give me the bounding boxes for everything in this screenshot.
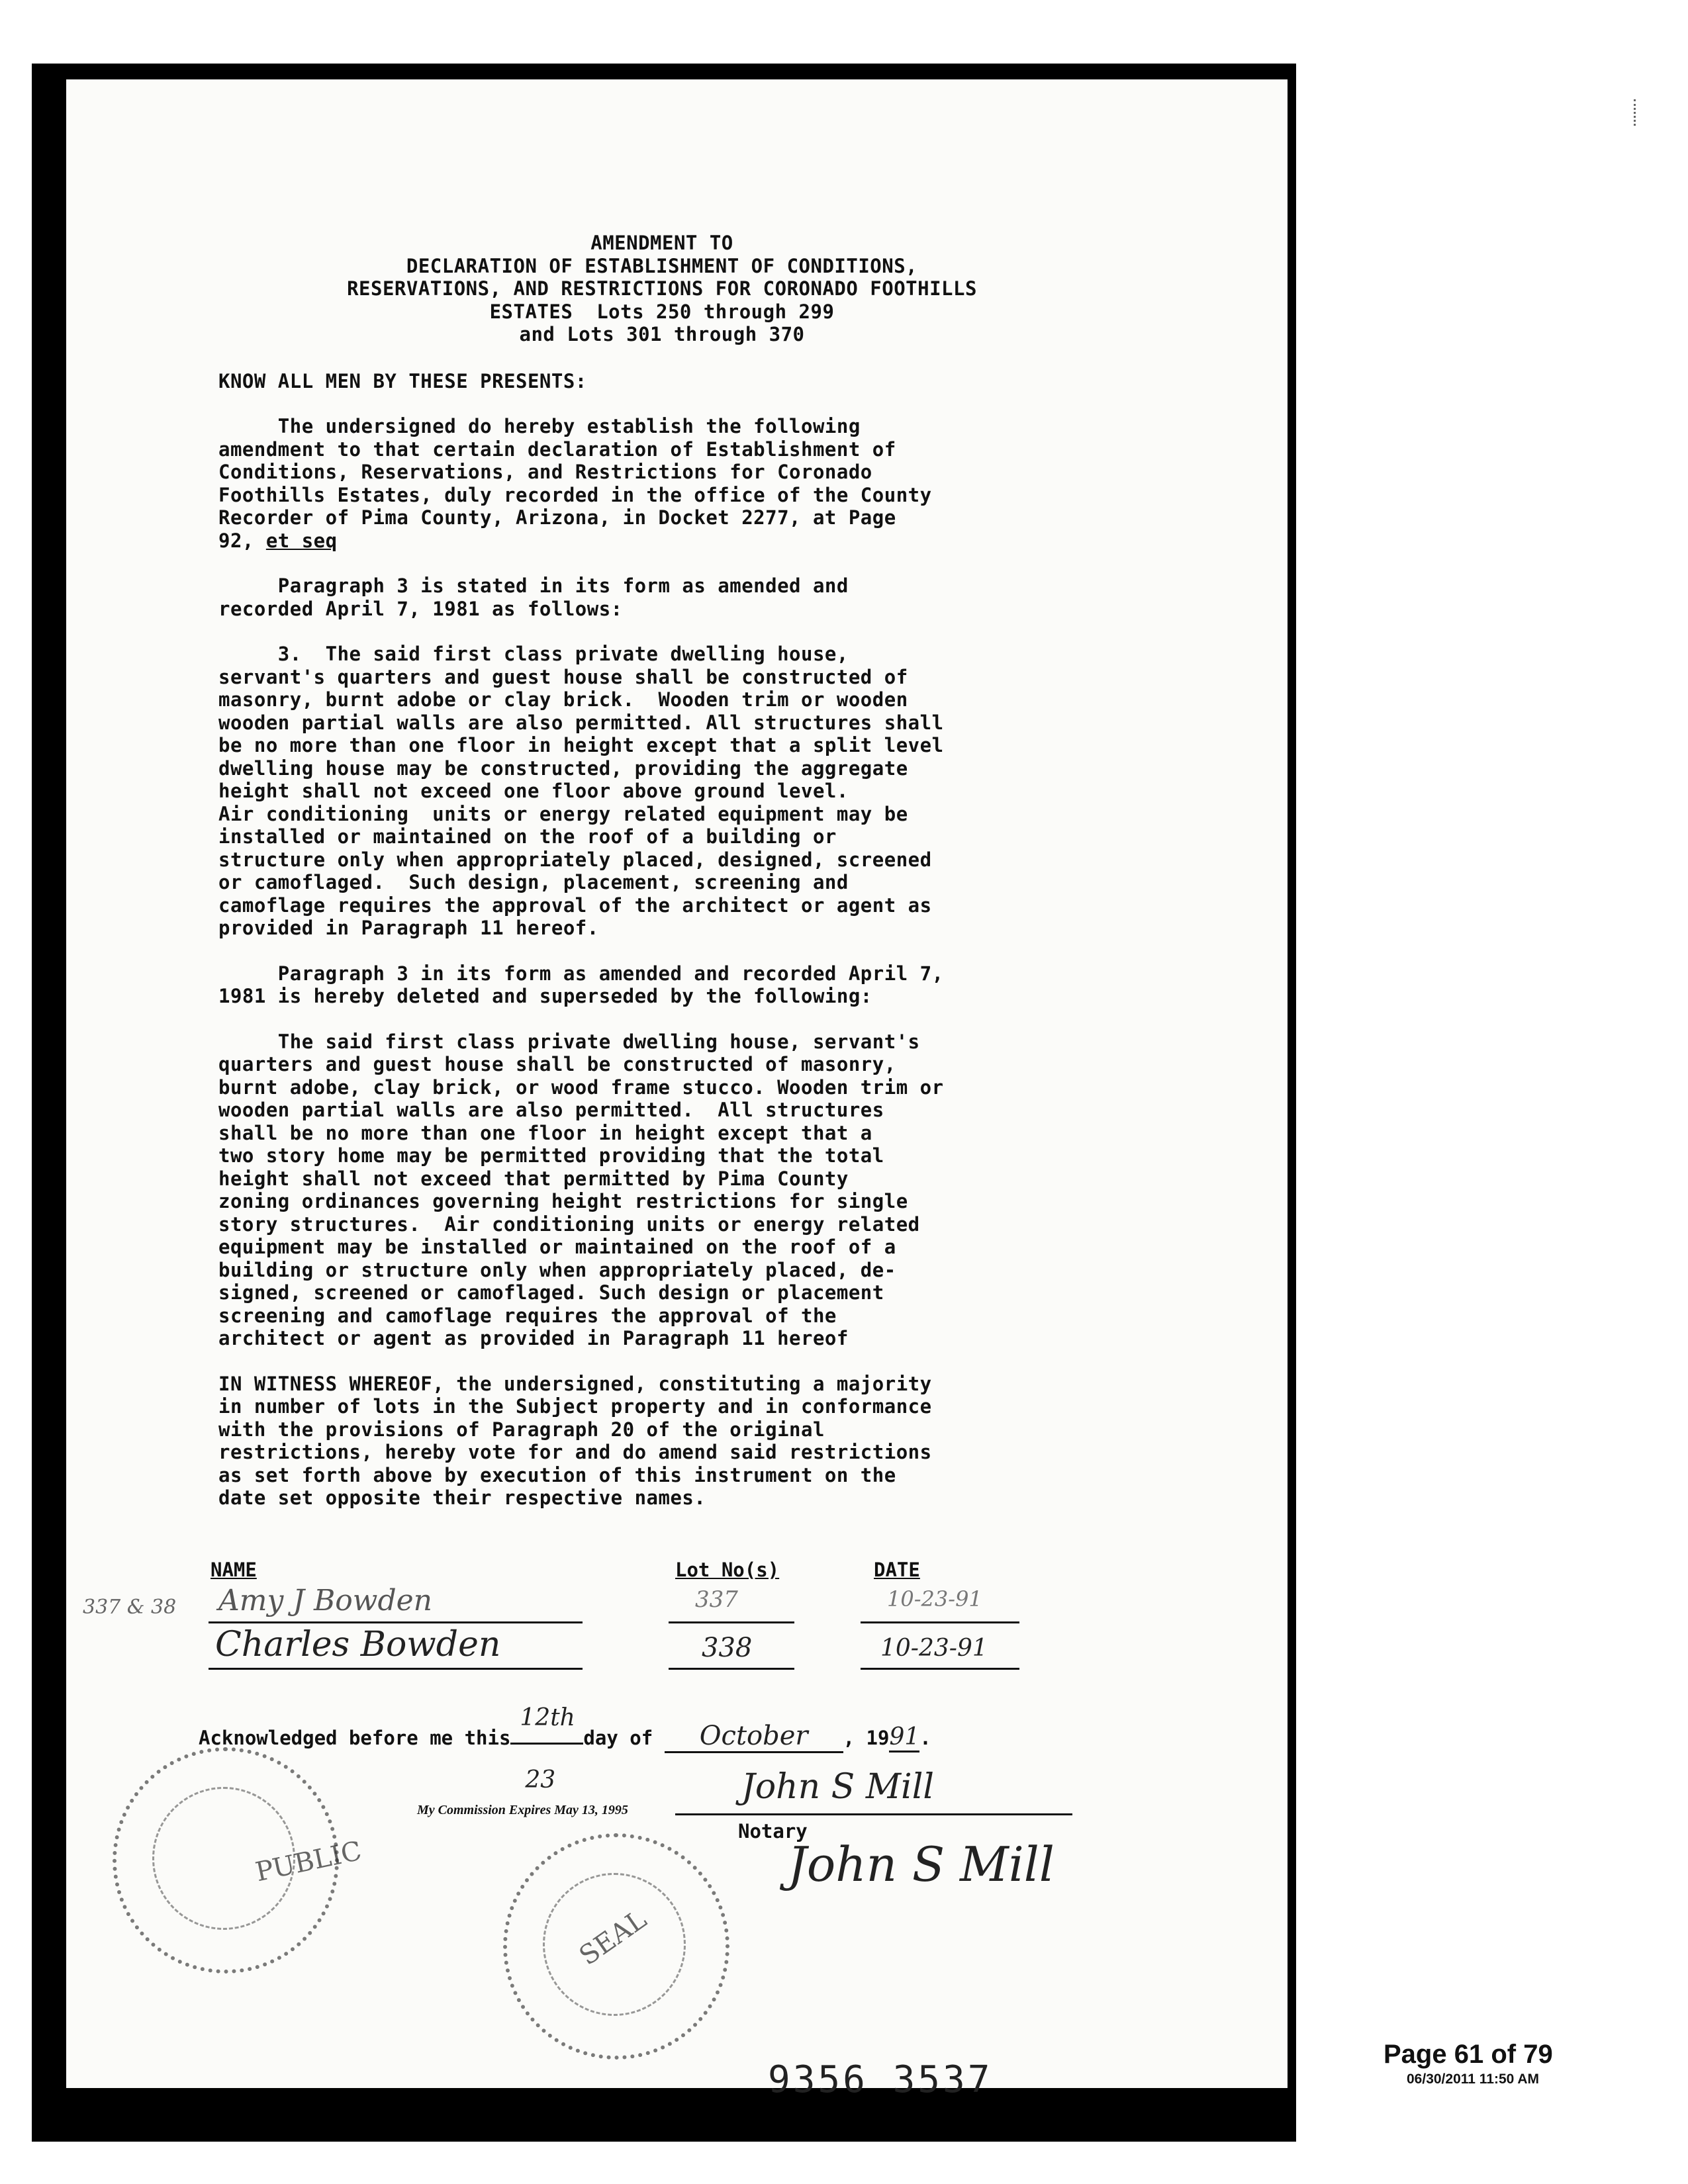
text-line: signed, screened or camoflaged. Such design or placement [218,1281,884,1304]
docket-page-number: 9356 3537 [768,2058,993,2101]
signature-row2-name: Charles Bowden [215,1625,501,1664]
text-line: quarters and guest house shall be constructed of masonry, [218,1053,896,1075]
scan-edge-mark [1634,99,1638,126]
notary-label: Notary [738,1820,808,1843]
signature-line [669,1668,794,1670]
text-line: Conditions, Reservations, and Restrictions for Coronado [218,461,872,483]
text-line: Recorder of Pima County, Arizona, in Docket 2277, at Page [218,506,896,529]
title-line: ESTATES Lots 250 through 299 [489,300,835,323]
paragraph-new-3 [218,1030,1145,1350]
text-line: camoflage requires the approval of the architect or agent as [218,893,932,917]
notary-signature-line [675,1813,1072,1815]
know-all-heading: KNOW ALL MEN BY THESE PRESENTS: [218,369,587,392]
column-header-lot: Lot No(s) [675,1559,780,1581]
title-line: RESERVATIONS, AND RESTRICTIONS FOR CORONADO FOOTHILLS [347,277,977,300]
text-line: or camoflaged. Such design, placement, screening and [218,871,849,893]
text-line: Air conditioning units or energy related equipment may be [218,802,908,825]
signature-row1-name: Amy J Bowden [218,1584,432,1617]
text-line [218,529,1145,553]
text-fragment: 92, [218,529,266,552]
text-line: Paragraph 3 in its form as amended and recorded April 7, [218,962,944,985]
document-body [218,232,1145,1510]
text-line: wooden partial walls are also permitted. All structures shall [218,711,944,734]
text-line: provided in Paragraph 11 hereof. [218,917,599,939]
text-line: amendment to that certain declaration of Establishment of [218,437,896,461]
text-line: date set opposite their respective names. [218,1486,706,1509]
paragraph-witness [218,1373,1145,1510]
text-line: The undersigned do hereby establish the following [218,415,861,437]
text-line: building or structure only when appropriately placed, de- [218,1258,896,1281]
underlined-text: et seq [265,529,338,552]
ack-day-field [510,1704,583,1794]
ack-year: 91 [889,1723,919,1752]
text-line: with the provisions of Paragraph 20 of the original [218,1418,825,1441]
paragraph-deleted [218,962,1145,1008]
seal-text: SEAL [573,1904,653,1972]
ack-month: October [699,1721,808,1751]
title-line: and Lots 301 through 370 [519,323,805,345]
text-line: as set forth above by execution of this instrument on the [218,1463,896,1486]
text-line: IN WITNESS WHEREOF, the undersigned, constituting a majority [218,1372,932,1395]
signature-row1-date: 10-23-91 [887,1586,982,1612]
column-header-name: NAME [211,1559,257,1581]
text-line: The said first class private dwelling house, servant's [218,1030,920,1053]
title-line: AMENDMENT TO [590,232,733,254]
text-line: height shall not exceed that permitted by Pima County [218,1167,849,1190]
text-line: architect or agent as provided in Paragraph 11 hereof [218,1327,849,1349]
text-line: two story home may be permitted providing that the total [218,1144,884,1167]
text-line: equipment may be installed or maintained on the roof of a [218,1236,896,1258]
ack-prefix: Acknowledged before me this [199,1727,511,1749]
ack-day-written: 12th [520,1704,575,1731]
text-line: installed or maintained on the roof of a building or [218,825,837,848]
title-line: DECLARATION OF ESTABLISHMENT OF CONDITIONS, [406,254,918,277]
signature-row2-lot: 338 [702,1633,753,1663]
signature-row1-lot: 337 [695,1586,738,1613]
ack-year-prefix: , 19 [843,1727,890,1749]
signature-line [669,1621,794,1623]
signature-line [861,1668,1019,1670]
text-line: structure only when appropriately placed, designed, screened [218,848,932,871]
text-line: zoning ordinances governing height restrictions for single [218,1190,908,1212]
page-timestamp: 06/30/2011 11:50 AM [1407,2071,1540,2087]
signature-line [209,1621,583,1623]
page-indicator: Page 61 of 79 [1383,2040,1553,2069]
signature-line [861,1621,1019,1623]
text-line: screening and camoflage requires the approval of the [218,1304,837,1327]
document-title [165,232,1158,346]
column-header-date: DATE [874,1559,920,1581]
text-line: servant's quarters and guest house shall be constructed of [218,665,908,688]
notary-signature: John S Mill [741,1767,934,1807]
text-line: shall be no more than one floor in height except that a [218,1121,872,1144]
signature-line [209,1668,583,1670]
text-line: height shall not exceed one floor above ground level. [218,780,849,802]
paragraph-stated [218,574,1145,620]
text-line: in number of lots in the Subject property and in conformance [218,1395,932,1418]
paragraph-intro [218,415,1145,552]
text-line: restrictions, hereby vote for and do amend said restrictions [218,1441,932,1463]
commission-expiry: My Commission Expires May 13, 1995 [417,1803,628,1817]
text-line: recorded April 7, 1981 as follows: [218,597,623,620]
signature-row2-date: 10-23-91 [880,1635,988,1662]
notary-signature-2: John S Mill [788,1837,1055,1892]
paragraph-original-3 [218,643,1145,940]
text-line: masonry, burnt adobe or clay brick. Wooden trim or wooden [218,688,908,711]
seal-text: PUBLIC [252,1835,365,1888]
text-line: Paragraph 3 is stated in its form as amended and [218,574,849,597]
margin-note: 337 & 38 [83,1596,177,1619]
ack-end: . [919,1727,931,1749]
ack-middle: day of [583,1727,653,1749]
text-line: wooden partial walls are also permitted. All structures [218,1099,884,1121]
text-line: 3. The said first class private dwelling house, [218,643,849,665]
text-line: Foothills Estates, duly recorded in the office of the County [218,483,932,506]
text-line: be no more than one floor in height except that a split level [218,734,944,756]
text-line: 1981 is hereby deleted and superseded by the following: [218,985,872,1007]
ack-day-crossed: 23 [525,1766,556,1794]
text-line: dwelling house may be constructed, providing the aggregate [218,756,908,780]
text-line: burnt adobe, clay brick, or wood frame stucco. Wooden trim or [218,1075,944,1099]
ack-month-field [665,1721,843,1753]
text-line: story structures. Air conditioning units or energy related [218,1212,920,1236]
signature-table [83,1559,1125,1664]
